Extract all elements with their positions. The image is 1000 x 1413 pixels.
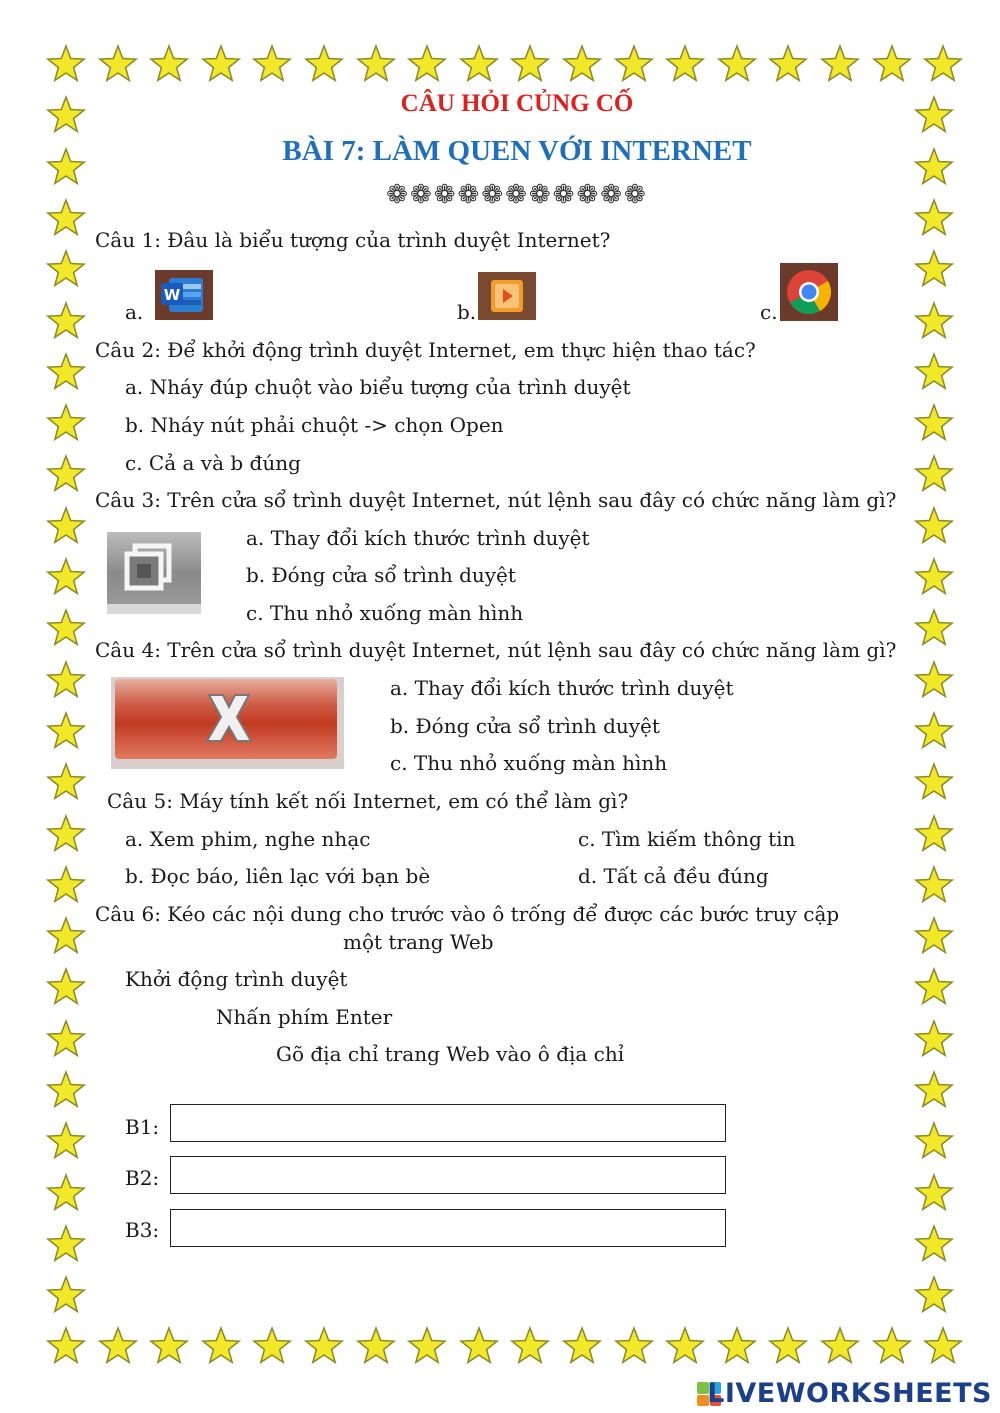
star-decoration-icon [913, 710, 955, 752]
drag-item-start-browser[interactable]: Khởi động trình duyệt [125, 967, 348, 991]
q1-option-a-label: a. [125, 300, 144, 324]
star-decoration-icon [819, 43, 861, 85]
star-decoration-icon [45, 659, 87, 701]
restore-window-icon [107, 532, 201, 614]
star-decoration-icon [922, 1325, 964, 1367]
star-decoration-icon [45, 43, 87, 85]
star-decoration-icon [767, 1325, 809, 1367]
q2-option-c[interactable]: c. Cả a và b đúng [125, 451, 301, 475]
star-decoration-icon [45, 1018, 87, 1060]
star-decoration-icon [913, 453, 955, 495]
star-decoration-icon [913, 813, 955, 855]
star-decoration-icon [509, 43, 551, 85]
star-decoration-icon [45, 505, 87, 547]
q1-option-b-label: b. [457, 300, 477, 324]
star-decoration-icon [45, 1172, 87, 1214]
q3-option-a[interactable]: a. Thay đổi kích thước trình duyệt [246, 526, 590, 550]
star-decoration-icon [45, 915, 87, 957]
answer-box-b2[interactable] [170, 1156, 726, 1194]
star-decoration-icon [148, 1325, 190, 1367]
star-decoration-icon [561, 1325, 603, 1367]
q2-option-b[interactable]: b. Nháy nút phải chuột -> chọn Open [125, 413, 504, 437]
media-player-icon[interactable] [478, 272, 536, 320]
star-decoration-icon [913, 351, 955, 393]
star-decoration-icon [871, 1325, 913, 1367]
star-decoration-icon [913, 761, 955, 803]
svg-text:W: W [163, 286, 181, 304]
star-decoration-icon [251, 43, 293, 85]
star-decoration-icon [913, 659, 955, 701]
star-decoration-icon [45, 1069, 87, 1111]
star-decoration-icon [303, 1325, 345, 1367]
star-decoration-icon [913, 1120, 955, 1162]
star-decoration-icon [922, 43, 964, 85]
star-decoration-icon [767, 43, 809, 85]
star-decoration-icon [45, 761, 87, 803]
star-decoration-icon [913, 1172, 955, 1214]
star-decoration-icon [45, 1274, 87, 1316]
q3-option-b[interactable]: b. Đóng cửa sổ trình duyệt [246, 563, 516, 587]
star-decoration-icon [200, 1325, 242, 1367]
star-decoration-icon [613, 43, 655, 85]
star-decoration-icon [913, 556, 955, 598]
answer-box-b3[interactable] [170, 1209, 726, 1247]
star-decoration-icon [913, 1069, 955, 1111]
step-label-b1: B1: [125, 1115, 160, 1139]
star-decoration-icon [45, 864, 87, 906]
drag-item-press-enter[interactable]: Nhấn phím Enter [216, 1005, 393, 1029]
step-label-b2: B2: [125, 1166, 160, 1190]
star-decoration-icon [45, 1223, 87, 1265]
chrome-icon[interactable] [780, 263, 838, 321]
star-decoration-icon [200, 43, 242, 85]
star-decoration-icon [913, 300, 955, 342]
answer-box-b1[interactable] [170, 1104, 726, 1142]
star-decoration-icon [45, 402, 87, 444]
star-decoration-icon [45, 453, 87, 495]
star-decoration-icon [406, 1325, 448, 1367]
star-decoration-icon [913, 505, 955, 547]
drag-item-type-address[interactable]: Gõ địa chỉ trang Web vào ô địa chỉ [276, 1042, 625, 1066]
star-decoration-icon [45, 607, 87, 649]
star-decoration-icon [45, 248, 87, 290]
star-decoration-icon [613, 1325, 655, 1367]
star-decoration-icon [819, 1325, 861, 1367]
star-decoration-icon [45, 556, 87, 598]
star-decoration-icon [716, 1325, 758, 1367]
star-decoration-icon [458, 1325, 500, 1367]
step-label-b3: B3: [125, 1218, 160, 1242]
star-decoration-icon [913, 864, 955, 906]
q2-option-a[interactable]: a. Nháy đúp chuột vào biểu tượng của trình duyệt [125, 375, 631, 399]
star-decoration-icon [97, 1325, 139, 1367]
star-decoration-icon [355, 43, 397, 85]
star-decoration-icon [509, 1325, 551, 1367]
star-decoration-icon [913, 966, 955, 1008]
close-window-icon [111, 677, 344, 769]
q4-option-a[interactable]: a. Thay đổi kích thước trình duyệt [390, 676, 734, 700]
star-decoration-icon [913, 402, 955, 444]
q5-option-a[interactable]: a. Xem phim, nghe nhạc [125, 827, 371, 851]
star-decoration-icon [45, 351, 87, 393]
star-decoration-icon [458, 43, 500, 85]
question-3: Câu 3: Trên cửa sổ trình duyệt Internet, nút lệnh sau đây có chức năng làm gì? [95, 488, 897, 512]
star-decoration-icon [148, 43, 190, 85]
lesson-title: BÀI 7: LÀM QUEN VỚI INTERNET [282, 135, 752, 167]
q4-option-b[interactable]: b. Đóng cửa sổ trình duyệt [390, 714, 660, 738]
q5-option-d[interactable]: d. Tất cả đều đúng [578, 864, 769, 888]
star-decoration-icon [45, 300, 87, 342]
liveworksheets-watermark: LIVEWORKSHEETS [707, 1378, 992, 1409]
q3-option-c[interactable]: c. Thu nhỏ xuống màn hình [246, 601, 524, 625]
star-decoration-icon [45, 813, 87, 855]
star-decoration-icon [406, 43, 448, 85]
q5-option-b[interactable]: b. Đọc báo, liên lạc với bạn bè [125, 864, 431, 888]
q5-option-c[interactable]: c. Tìm kiếm thông tin [578, 827, 796, 851]
ornament-divider: ❁❁❁❁❁❁❁❁❁❁❁ [386, 180, 648, 210]
star-decoration-icon [303, 43, 345, 85]
star-decoration-icon [45, 966, 87, 1008]
star-decoration-icon [913, 1018, 955, 1060]
star-decoration-icon [664, 43, 706, 85]
star-decoration-icon [913, 1274, 955, 1316]
star-decoration-icon [913, 915, 955, 957]
star-decoration-icon [45, 1325, 87, 1367]
question-6: Câu 6: Kéo các nội dung cho trước vào ô trống để được các bước truy cập [95, 902, 840, 926]
page-title: CÂU HỎI CỦNG CỐ [400, 90, 634, 117]
star-decoration-icon [871, 43, 913, 85]
star-decoration-icon [716, 43, 758, 85]
star-decoration-icon [913, 1223, 955, 1265]
star-decoration-icon [45, 710, 87, 752]
question-4: Câu 4: Trên cửa sổ trình duyệt Internet, nút lệnh sau đây có chức năng làm gì? [95, 638, 897, 662]
star-decoration-icon [664, 1325, 706, 1367]
q1-option-c-label: c. [760, 300, 778, 324]
question-2: Câu 2: Để khởi động trình duyệt Internet, em thực hiện thao tác? [95, 338, 756, 362]
star-decoration-icon [355, 1325, 397, 1367]
question-6-continued: một trang Web [343, 930, 494, 954]
star-decoration-icon [561, 43, 603, 85]
question-5: Câu 5: Máy tính kết nối Internet, em có thể làm gì? [107, 789, 629, 813]
star-decoration-icon [913, 607, 955, 649]
star-decoration-icon [913, 248, 955, 290]
q4-option-c[interactable]: c. Thu nhỏ xuống màn hình [390, 751, 668, 775]
star-decoration-icon [45, 1120, 87, 1162]
word-icon[interactable] [155, 270, 213, 320]
star-decoration-icon [251, 1325, 293, 1367]
question-1: Câu 1: Đâu là biểu tượng của trình duyệt Internet? [95, 228, 611, 252]
star-decoration-icon [97, 43, 139, 85]
